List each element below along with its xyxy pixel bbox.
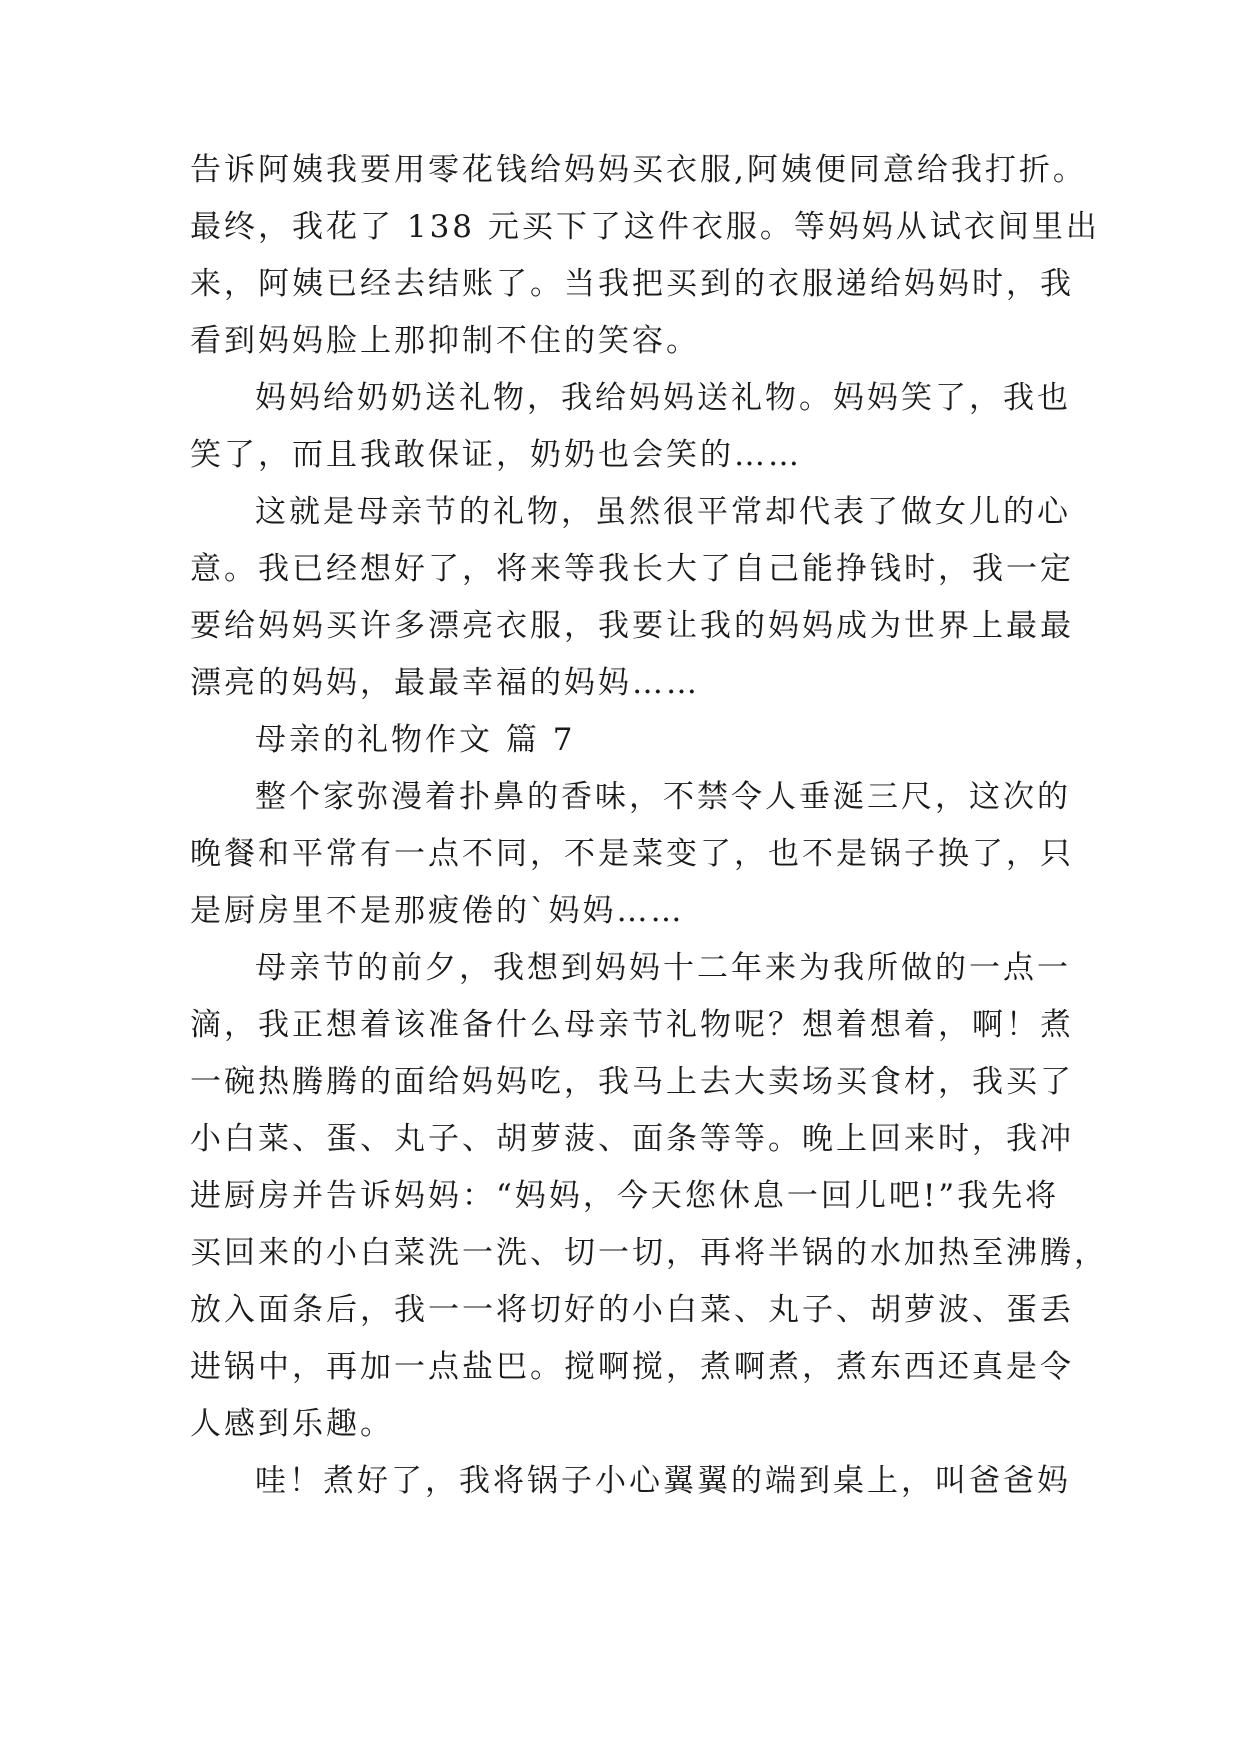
text-line: 妈妈给奶奶送礼物，我给妈妈送礼物。妈妈笑了，我也	[255, 380, 1071, 416]
text-line: 告诉阿姨我要用零花钱给妈妈买衣服,阿姨便同意给我打折。	[190, 152, 1087, 188]
text-line: 一碗热腾腾的面给妈妈吃，我马上去大卖场买食材，我买了	[190, 1064, 1074, 1100]
text-line: 进锅中，再加一点盐巴。搅啊搅，煮啊煮，煮东西还真是令	[190, 1349, 1074, 1385]
text-line: 看到妈妈脸上那抑制不住的笑容。	[190, 323, 700, 359]
text-line: 笑了，而且我敢保证，奶奶也会笑的……	[190, 437, 802, 473]
section-heading: 母亲的礼物作文 篇 7	[255, 722, 576, 758]
text-line: 滴，我正想着该准备什么母亲节礼物呢？想着想着，啊！煮	[190, 1007, 1074, 1043]
text-line: 意。我已经想好了，将来等我长大了自己能挣钱时，我一定	[190, 551, 1074, 587]
text-line: 漂亮的妈妈，最最幸福的妈妈……	[190, 665, 700, 701]
text-line: 整个家弥漫着扑鼻的香味，不禁令人垂涎三尺，这次的	[255, 779, 1071, 815]
text-line: 是厨房里不是那疲倦的`妈妈……	[190, 893, 685, 929]
text-line: 买回来的小白菜洗一洗、切一切，再将半锅的水加热至沸腾，	[190, 1235, 1108, 1271]
text-line: 放入面条后，我一一将切好的小白菜、丸子、胡萝波、蛋丢	[190, 1292, 1074, 1328]
text-line: 最终，我花了 138 元买下了这件衣服。等妈妈从试衣间里出	[190, 209, 1100, 245]
text-line: 小白菜、蛋、丸子、胡萝菠、面条等等。晚上回来时，我冲	[190, 1121, 1074, 1157]
text-line: 来，阿姨已经去结账了。当我把买到的衣服递给妈妈时，我	[190, 266, 1074, 302]
text-line: 这就是母亲节的礼物，虽然很平常却代表了做女儿的心	[255, 494, 1071, 530]
text-line: 要给妈妈买许多漂亮衣服，我要让我的妈妈成为世界上最最	[190, 608, 1074, 644]
text-line: 人感到乐趣。	[190, 1406, 394, 1442]
text-line: 哇！煮好了，我将锅子小心翼翼的端到桌上，叫爸爸妈	[255, 1463, 1071, 1499]
text-line: 晚餐和平常有一点不同，不是菜变了，也不是锅子换了，只	[190, 836, 1074, 872]
text-line: 进厨房并告诉妈妈：“妈妈，今天您休息一回儿吧!”我先将	[190, 1178, 1060, 1214]
text-line: 母亲节的前夕，我想到妈妈十二年来为我所做的一点一	[255, 950, 1071, 986]
